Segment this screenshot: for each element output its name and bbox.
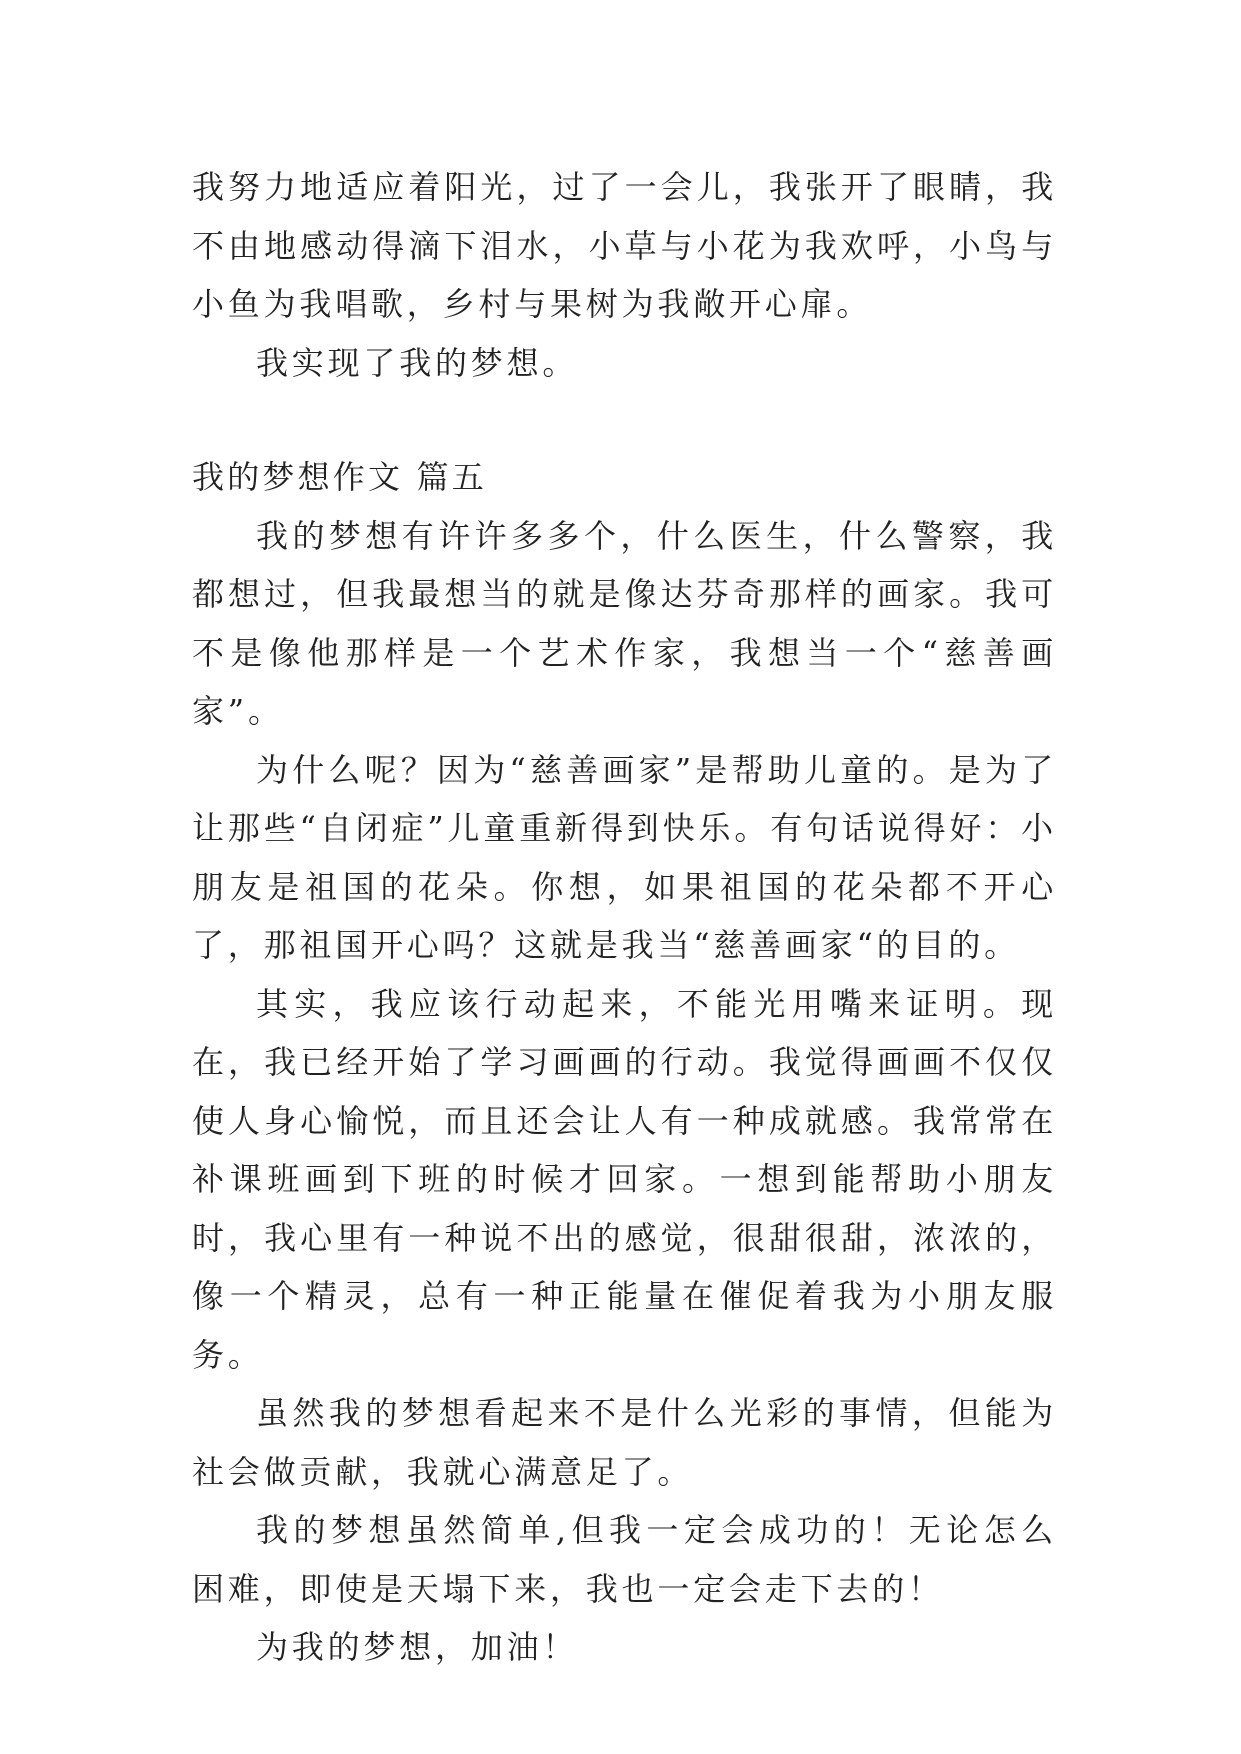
paragraph: 为什么呢？因为“慈善画家”是帮助儿童的。是为了让那些“自闭症”儿童重新得到快乐。有句话说得好：小朋友是祖国的花朵。你想，如果祖国的花朵都不开心了，那祖国开心吗？这就是我当“慈善画家“的目的。	[192, 750, 1057, 964]
paragraph: 其实，我应该行动起来，不能光用嘴来证明。现在，我已经开始了学习画画的行动。我觉得画画不仅仅使人身心愉悦，而且还会让人有一种成就感。我常常在补课班画到下班的时候才回家。一想到能帮助小朋友时，我心里有一种说不出的感觉，很甜很甜，浓浓的，像一个精灵，总有一种正能量在催促着我为小朋友服务。	[192, 984, 1057, 1374]
section-title: 我的梦想作文 篇五	[192, 458, 487, 496]
paragraph-continued: 我努力地适应着阳光，过了一会儿，我张开了眼睛，我不由地感动得滴下泪水，小草与小花为我欢呼，小鸟与小鱼为我唱歌，乡村与果树为我敞开心扉。	[192, 168, 1057, 323]
paragraph: 虽然我的梦想看起来不是什么光彩的事情，但能为社会做贡献，我就心满意足了。	[192, 1394, 1057, 1491]
document-page	[192, 158, 1057, 1677]
paragraph: 为我的梦想，加油！	[256, 1628, 579, 1666]
paragraph: 我实现了我的梦想。	[256, 343, 579, 382]
paragraph: 我的梦想有许许多多个，什么医生，什么警察，我都想过，但我最想当的就是像达芬奇那样的画家。我可不是像他那样是一个艺术作家，我想当一个“慈善画家”。	[192, 516, 1057, 730]
paragraph: 我的梦想虽然简单,但我一定会成功的！无论怎么困难，即使是天塌下来，我也一定会走下去的！	[192, 1511, 1057, 1608]
